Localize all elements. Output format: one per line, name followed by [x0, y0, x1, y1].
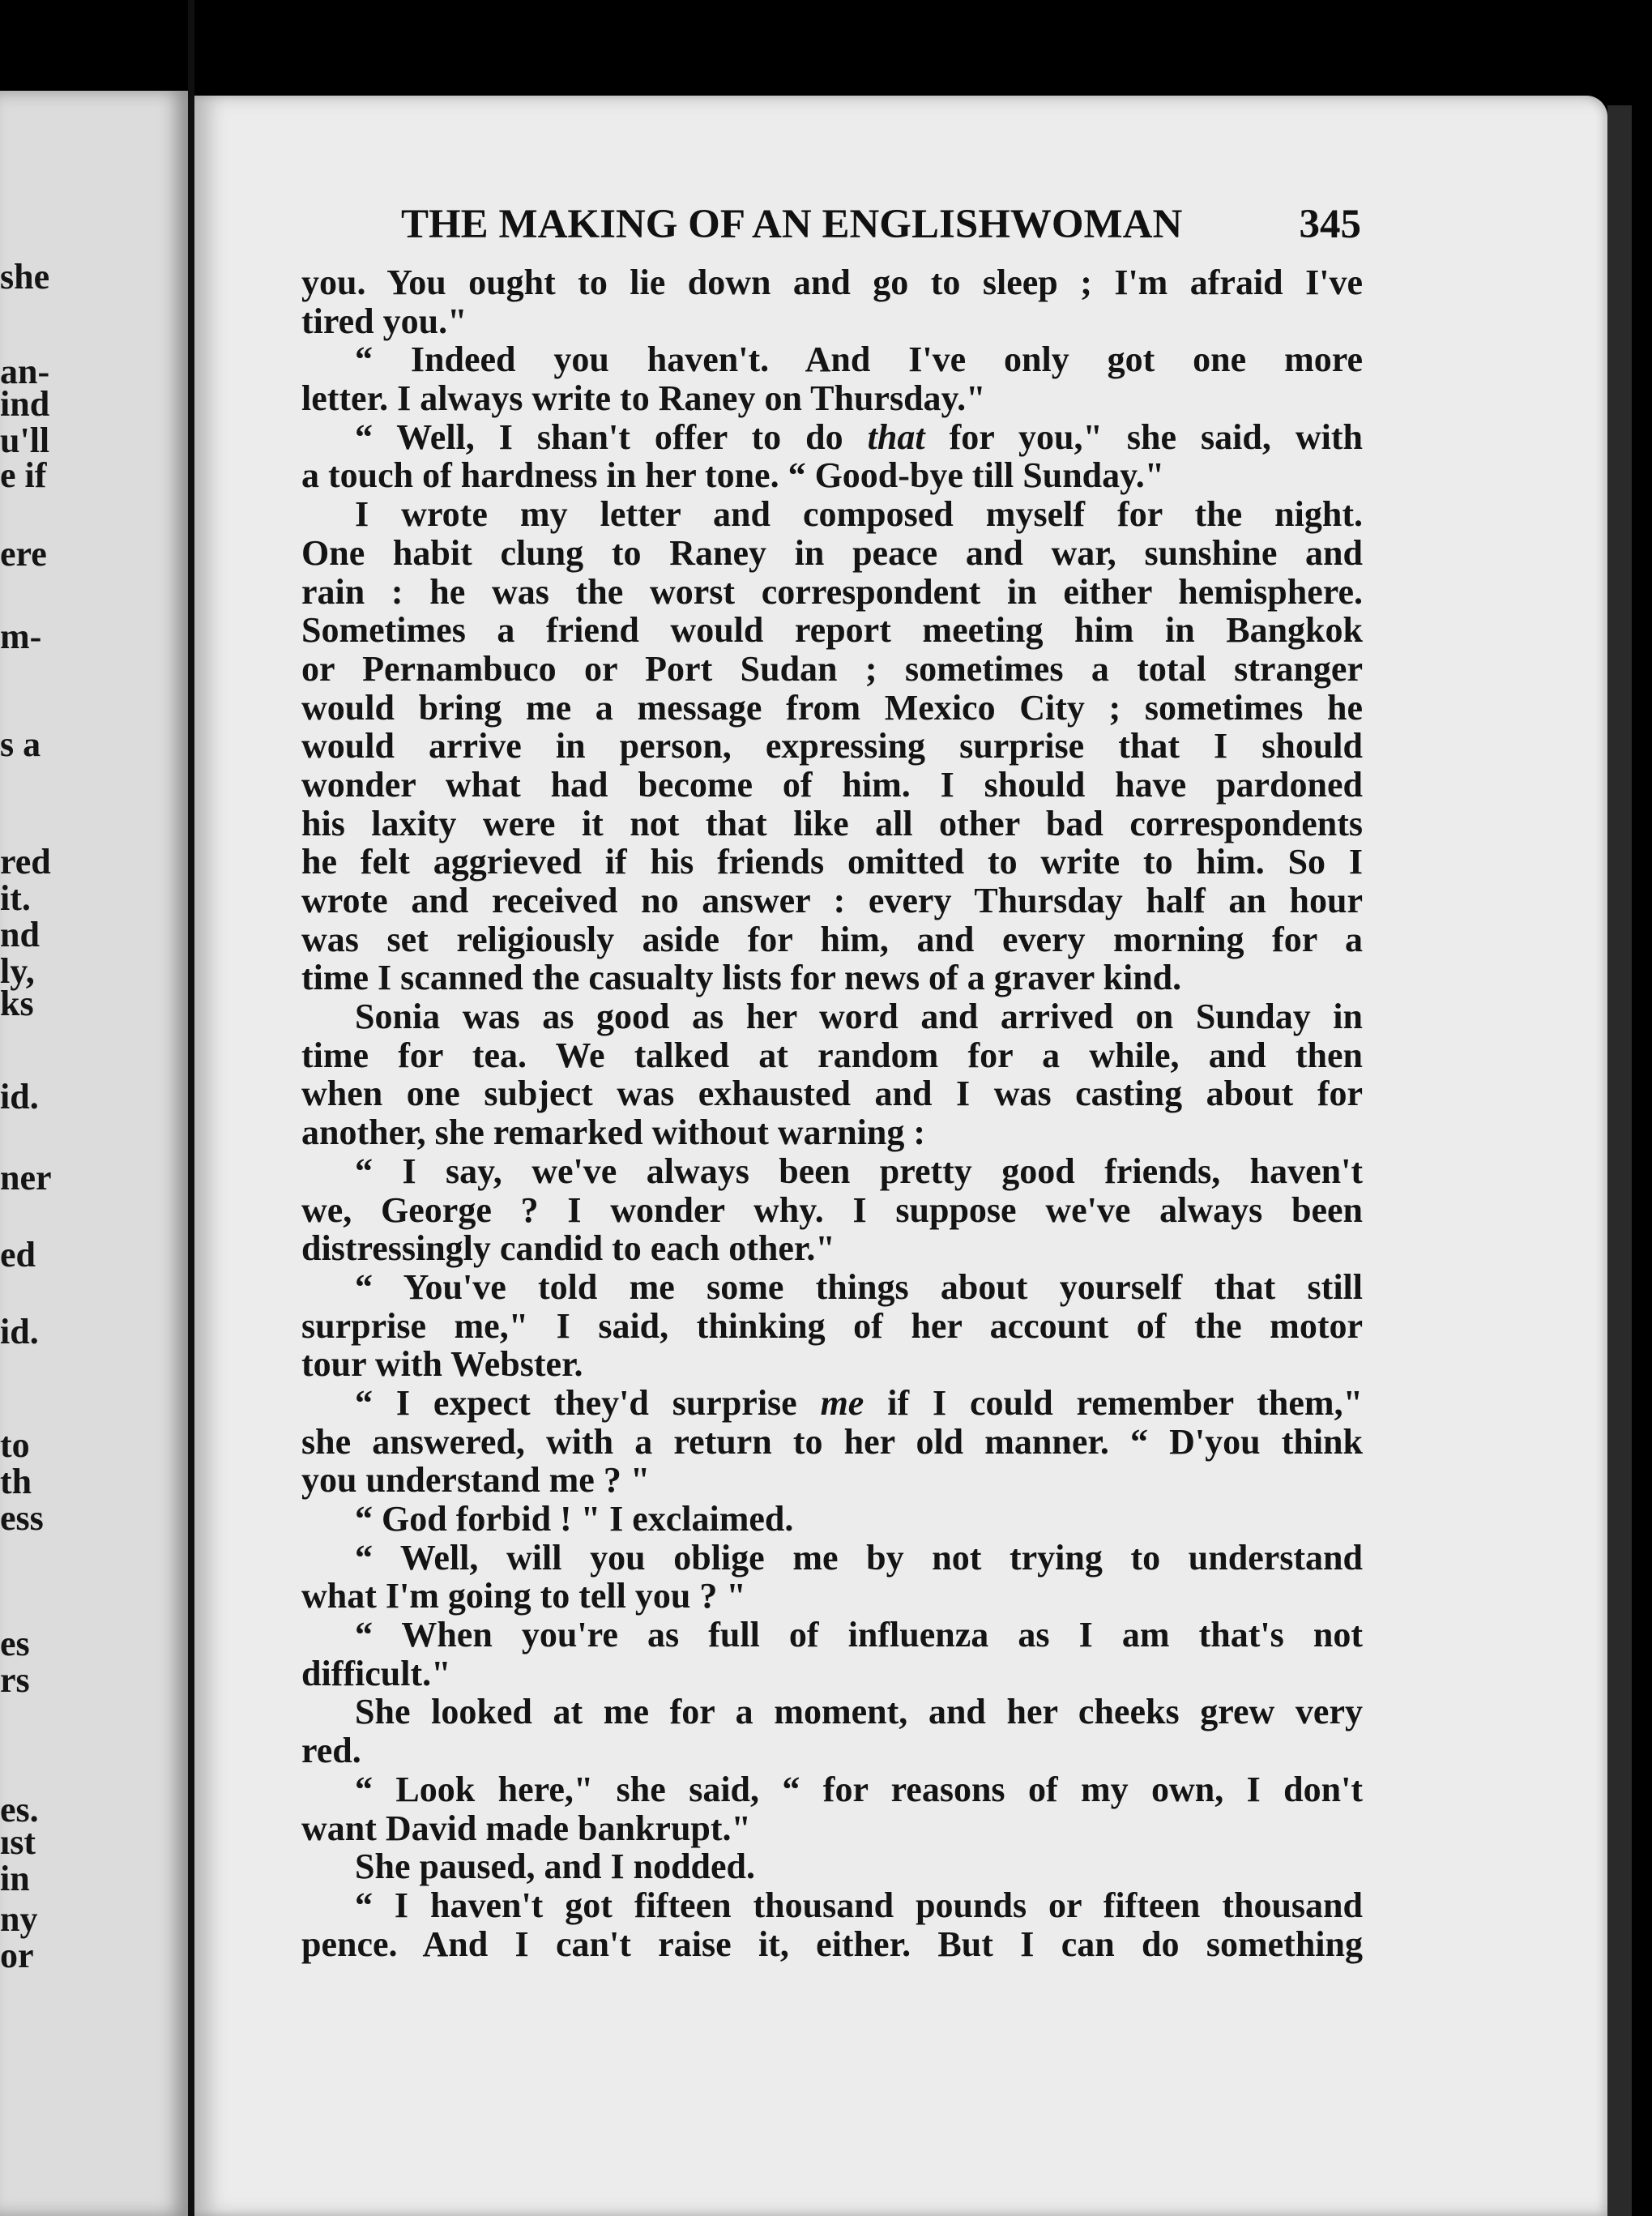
text-line: when one subject was exhausted and I was casting about for	[301, 1074, 1363, 1114]
text-line: his laxity were it not that like all other bad correspondents	[301, 803, 1363, 843]
text-line: distressingly candid to each other."	[301, 1228, 835, 1269]
left-page-fragment: it.	[0, 878, 31, 918]
text-line: “ I haven't got fifteen thousand pounds or fifteen thousand	[355, 1885, 1363, 1925]
text-line: rain : he was the worst correspondent in either hemisphere.	[301, 571, 1363, 612]
text-line: “ Well, I shan't offer to do that for you," she said, with	[355, 416, 1363, 457]
text-line: “ Look here," she said, “ for reasons of my own, I don't	[355, 1769, 1363, 1809]
text-line: “ You've told me some things about yourself that still	[355, 1266, 1363, 1307]
text-line: he felt aggrieved if his friends omitted to write to him. So I	[301, 842, 1363, 882]
text-line: you. You ought to lie down and go to sleep ; I'm afraid I've	[301, 263, 1363, 302]
left-page-fragment: s a	[0, 724, 41, 764]
left-page-fragment: es	[0, 1624, 30, 1663]
left-page-fragment: ess	[0, 1498, 44, 1538]
left-page-fragment: she	[0, 257, 50, 297]
text-line: would arrive in person, expressing surprise that I should	[301, 726, 1363, 766]
left-page-fragment: nd	[0, 915, 40, 954]
left-page-fragment: m-	[0, 617, 42, 656]
text-line: She paused, and I nodded.	[355, 1847, 756, 1887]
text-line: “ Indeed you haven't. And I've only got one more	[355, 339, 1363, 380]
left-page-fragment: to	[0, 1425, 30, 1465]
running-header-title: THE MAKING OF AN ENGLISHWOMAN	[401, 202, 1183, 247]
text-line: “ God forbid ! " I exclaimed.	[355, 1499, 794, 1539]
text-line: she answered, with a return to her old manner. “ D'you think	[301, 1421, 1363, 1462]
text-line: want David made bankrupt."	[301, 1808, 751, 1848]
text-line: pence. And I can't raise it, either. But I can do something	[301, 1924, 1363, 1964]
page-edge	[1607, 105, 1632, 2216]
text-line: you understand me ? "	[301, 1460, 651, 1501]
left-page-fragment: es.	[0, 1790, 39, 1830]
left-page-fragment: ly,	[0, 951, 35, 991]
text-line: Sonia was as good as her word and arrived on Sunday in	[355, 997, 1363, 1037]
left-page-fragment: ıst	[0, 1822, 36, 1862]
text-line: Sometimes a friend would report meeting him in Bangkok	[301, 610, 1363, 651]
text-line: “ I expect they'd surprise me if I could remember them,"	[355, 1382, 1363, 1423]
left-page-fragment: th	[0, 1462, 32, 1501]
text-line: time for tea. We talked at random for a while, and then	[301, 1035, 1363, 1075]
left-page-fragment: an-	[0, 352, 50, 391]
body-text	[301, 263, 1363, 1963]
text-line: “ Well, will you oblige me by not trying to understand	[355, 1537, 1363, 1578]
left-page-fragment: rs	[0, 1660, 30, 1700]
left-page-fragment: ks	[0, 984, 34, 1023]
left-page-fragment: or	[0, 1936, 34, 1975]
text-line: “ I say, we've always been pretty good friends, haven't	[355, 1151, 1363, 1191]
left-page-fragment: in	[0, 1859, 30, 1898]
text-line: red.	[301, 1731, 361, 1771]
text-line: I wrote my letter and composed myself for the night.	[355, 494, 1363, 535]
left-facing-page	[0, 91, 188, 2216]
text-line: tired you."	[301, 301, 467, 341]
left-page-fragment: ind	[0, 384, 50, 424]
text-line: or Pernambuco or Port Sudan ; sometimes a total stranger	[301, 648, 1363, 689]
left-page-fragment: ere	[0, 534, 47, 574]
text-line: was set religiously aside for him, and every morning for a	[301, 919, 1363, 959]
text-line: would bring me a message from Mexico City ; sometimes he	[301, 687, 1363, 728]
left-page-fragment: ny	[0, 1899, 38, 1939]
left-page-fragment: u'll	[0, 421, 50, 460]
book-gutter	[188, 0, 194, 2216]
text-line: One habit clung to Raney in peace and war, sunshine and	[301, 532, 1363, 573]
running-header	[389, 196, 1361, 253]
text-line: She looked at me for a moment, and her cheeks grew very	[355, 1692, 1363, 1732]
text-line: we, George ? I wonder why. I suppose we've always been	[301, 1189, 1363, 1230]
text-line: tour with Webster.	[301, 1344, 583, 1385]
text-line: wonder what had become of him. I should have pardoned	[301, 764, 1363, 805]
text-line: difficult."	[301, 1653, 451, 1693]
left-page-fragment: ed	[0, 1235, 36, 1275]
left-page-fragment: id.	[0, 1077, 39, 1117]
left-page-fragment: ner	[0, 1158, 52, 1198]
left-page-fragment: e if	[0, 455, 47, 495]
left-page-fragment: id.	[0, 1312, 39, 1351]
page-number: 345	[1299, 202, 1361, 247]
text-line: surprise me," I said, thinking of her account of the motor	[301, 1305, 1363, 1346]
text-line: letter. I always write to Raney on Thursday."	[301, 378, 986, 419]
left-page-fragment: red	[0, 842, 51, 882]
text-line: a touch of hardness in her tone. “ Good-bye till Sunday."	[301, 455, 1165, 496]
text-line: wrote and received no answer : every Thursday half an hour	[301, 881, 1363, 920]
text-line: “ When you're as full of influenza as I am that's not	[355, 1615, 1363, 1655]
text-line: what I'm going to tell you ? "	[301, 1576, 746, 1616]
text-line: another, she remarked without warning :	[301, 1112, 926, 1153]
text-line: time I scanned the casualty lists for news of a graver kind.	[301, 958, 1182, 998]
